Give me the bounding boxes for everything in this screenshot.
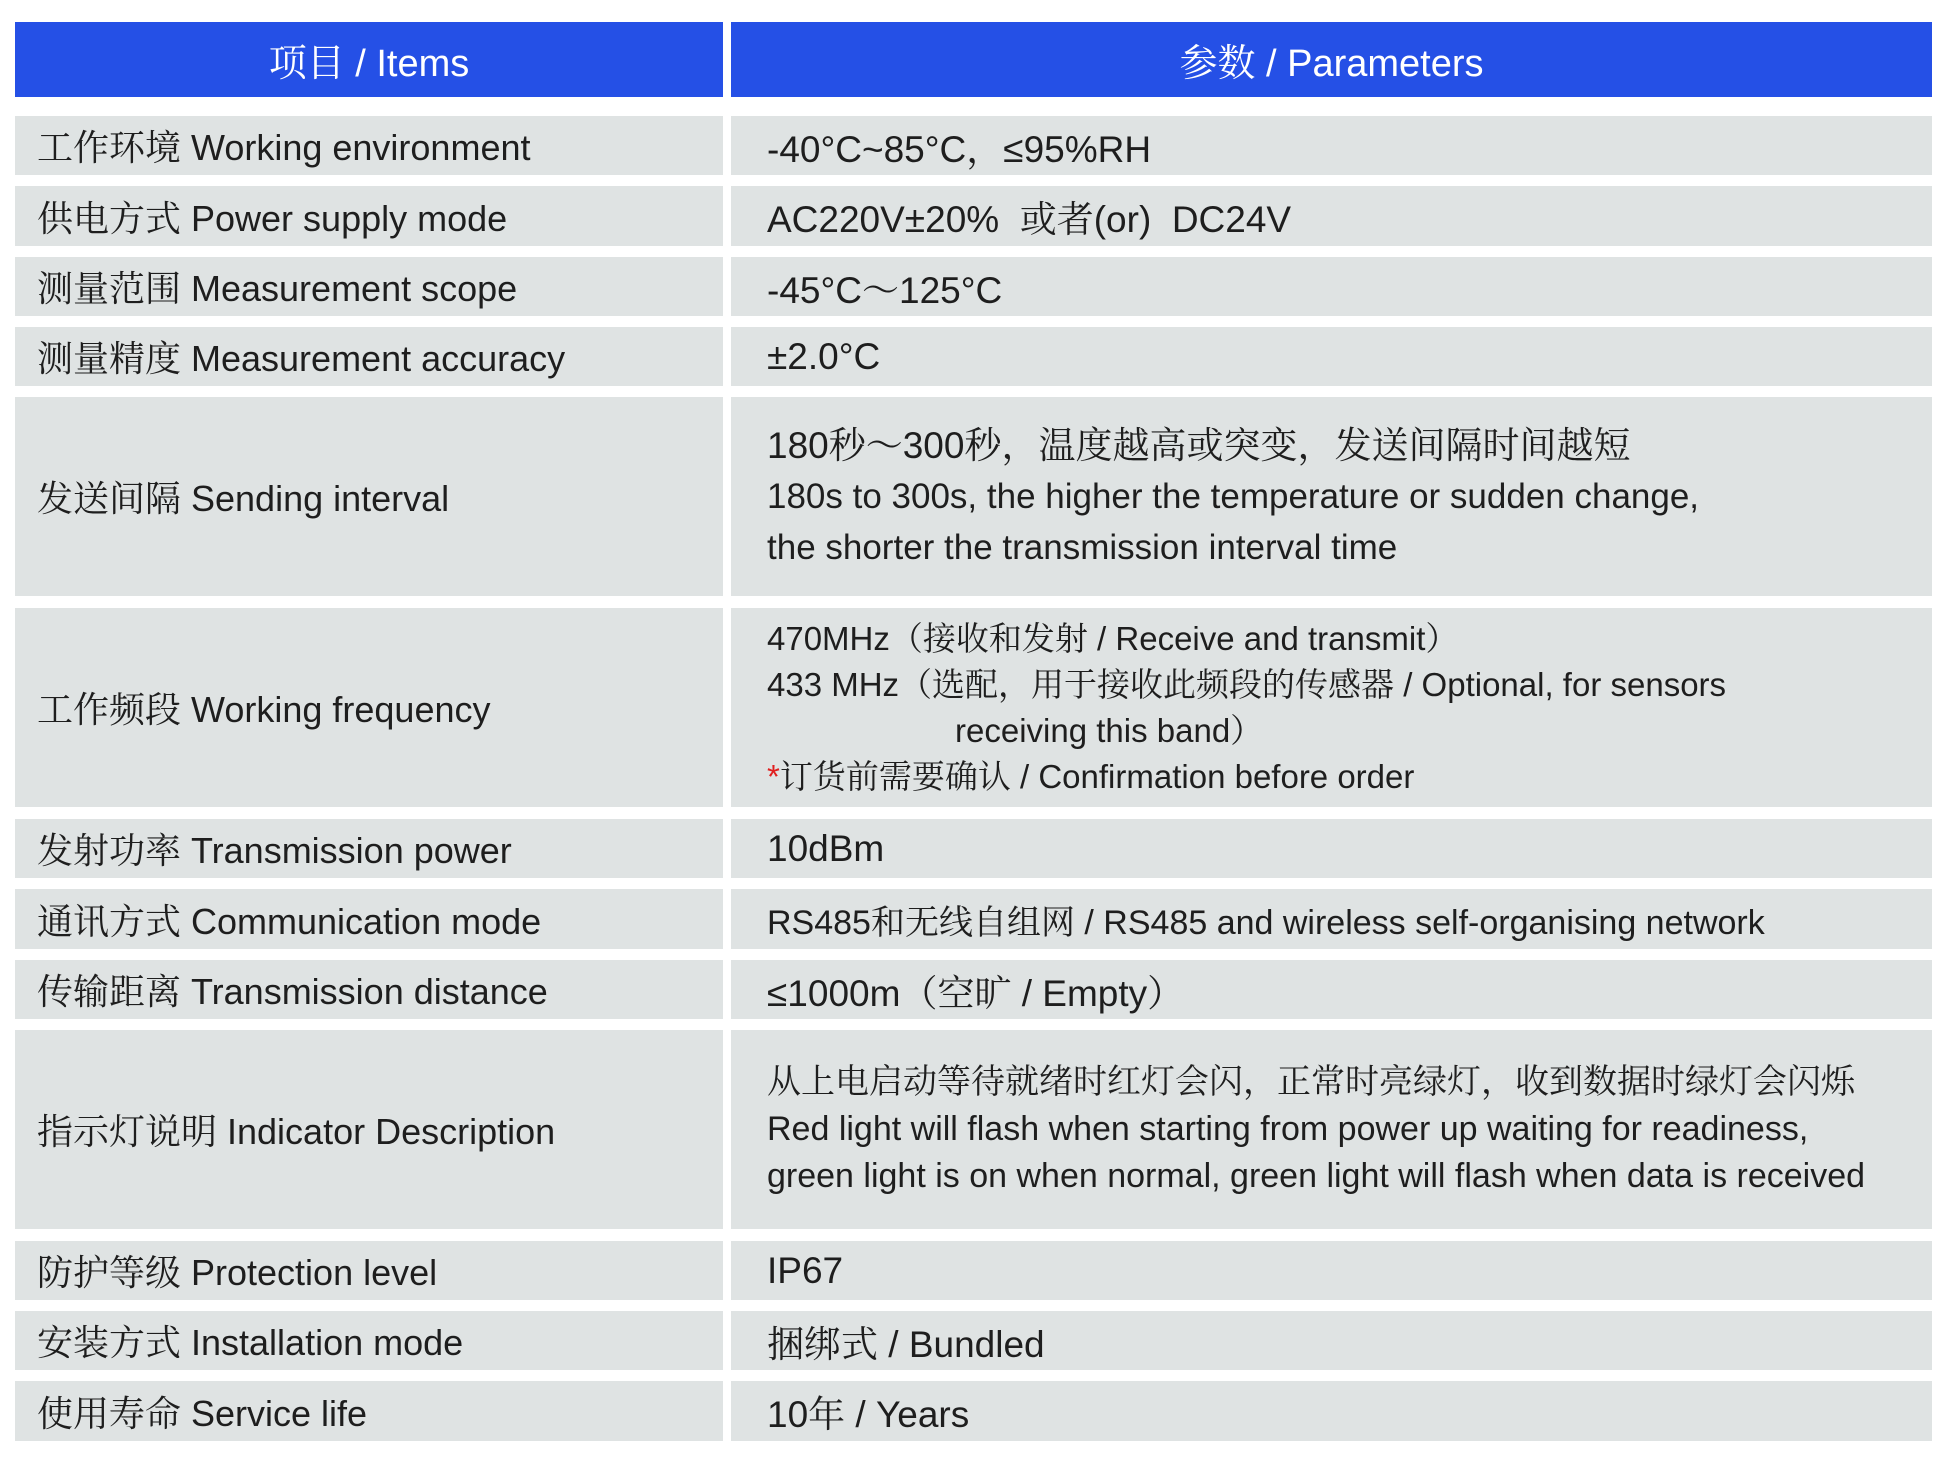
param-line: 433 MHz（选配，用于接收此频段的传感器 / Optional, for sensors (767, 665, 1727, 703)
item-cell (15, 1241, 723, 1300)
param-line-note (767, 754, 1726, 800)
item-cell (15, 327, 723, 386)
param-value: -40°C~85°C，≤95%RH (767, 128, 1152, 170)
param-cell (731, 327, 1932, 386)
required-asterisk: * (767, 757, 780, 795)
param-value: AC220V±20% 或者(or) DC24V (767, 199, 1292, 240)
spec-row-transmission-power (15, 819, 1932, 878)
item-cell (15, 257, 723, 316)
param-value: 捆绑式 / Bundled (767, 1323, 1045, 1365)
spec-row-working-frequency (15, 608, 1932, 807)
item-label: 防护等级 Protection level (37, 1252, 438, 1293)
param-cell (731, 1030, 1932, 1229)
spec-row-sending-interval (15, 397, 1932, 596)
param-value: IP67 (767, 1249, 844, 1291)
item-cell (15, 608, 723, 807)
param-value: -45°C～125°C (767, 269, 1003, 311)
param-cell (731, 1381, 1932, 1441)
spec-row-indicator-description (15, 1030, 1932, 1229)
spec-row-communication-mode (15, 889, 1932, 949)
param-lines (767, 616, 1726, 800)
param-cell (731, 186, 1932, 246)
param-cell (731, 819, 1932, 878)
item-cell (15, 1311, 723, 1370)
param-value: ≤1000m（空旷 / Empty） (767, 972, 1185, 1014)
item-cell (15, 889, 723, 949)
param-line: green light is on when normal, green light will flash when data is received (767, 1157, 1866, 1195)
param-cell (731, 608, 1932, 807)
item-label: 工作频段 Working frequency (37, 689, 491, 730)
item-label: 工作环境 Working environment (37, 127, 531, 168)
item-label: 测量范围 Measurement scope (37, 268, 518, 309)
param-line: the shorter the transmission interval time (767, 528, 1398, 567)
param-line: 从上电启动等待就绪时红灯会闪，正常时亮绿灯，收到数据时绿灯会闪烁 (767, 1063, 1855, 1101)
param-cell (731, 889, 1932, 949)
item-label: 供电方式 Power supply mode (37, 197, 508, 239)
item-label: 发射功率 Transmission power (37, 830, 512, 871)
param-value: 10年 / Years (767, 1394, 970, 1435)
spec-row-measurement-scope (15, 257, 1932, 316)
spec-row-measurement-accuracy (15, 327, 1932, 386)
param-cell (731, 1241, 1932, 1300)
spec-row-service-life (15, 1381, 1932, 1441)
param-cell (731, 960, 1932, 1019)
item-label: 传输距离 Transmission distance (37, 971, 548, 1012)
spec-row-protection-level (15, 1241, 1932, 1300)
param-lines (767, 1059, 1865, 1200)
item-cell (15, 397, 723, 596)
spec-row-transmission-distance (15, 960, 1932, 1019)
spec-row-installation-mode (15, 1311, 1932, 1370)
param-line: 470MHz（接收和发射 / Receive and transmit） (767, 619, 1459, 657)
item-label: 使用寿命 Service life (37, 1392, 368, 1434)
item-cell (15, 116, 723, 175)
param-line: 180秒～300秒，温度越高或突变，发送间隔时间越短 (767, 425, 1631, 466)
param-cell (731, 116, 1932, 175)
spec-row-working-environment (15, 116, 1932, 175)
param-value: 10dBm (767, 827, 885, 869)
param-cell (731, 257, 1932, 316)
header-items (15, 22, 723, 97)
item-cell (15, 819, 723, 878)
param-cell (731, 1311, 1932, 1370)
header-items-label: 项目 / Items (268, 43, 470, 85)
item-cell (15, 1381, 723, 1441)
param-line: 订货前需要确认 / Confirmation before order (779, 757, 1415, 795)
item-cell (15, 1030, 723, 1229)
param-cell (731, 397, 1932, 596)
item-label: 测量精度 Measurement accuracy (37, 338, 566, 379)
item-cell (15, 960, 723, 1019)
param-line: receiving this band） (955, 711, 1264, 749)
spec-row-power-supply (15, 186, 1932, 246)
item-label: 发送间隔 Sending interval (37, 478, 450, 519)
param-lines (767, 420, 1699, 573)
header-parameters-label: 参数 / Parameters (1179, 43, 1484, 85)
header-parameters (731, 22, 1932, 97)
param-line: 180s to 300s, the higher the temperature or sudden change, (767, 477, 1700, 516)
param-line: Red light will flash when starting from power up waiting for readiness, (767, 1110, 1809, 1148)
item-label: 通讯方式 Communication mode (37, 900, 542, 942)
item-label: 安装方式 Installation mode (37, 1322, 464, 1363)
item-label: 指示灯说明 Indicator Description (37, 1111, 556, 1152)
param-value: RS485和无线自组网 / RS485 and wireless self-organising network (767, 903, 1765, 942)
param-value: ±2.0°C (767, 335, 881, 377)
item-cell (15, 186, 723, 246)
